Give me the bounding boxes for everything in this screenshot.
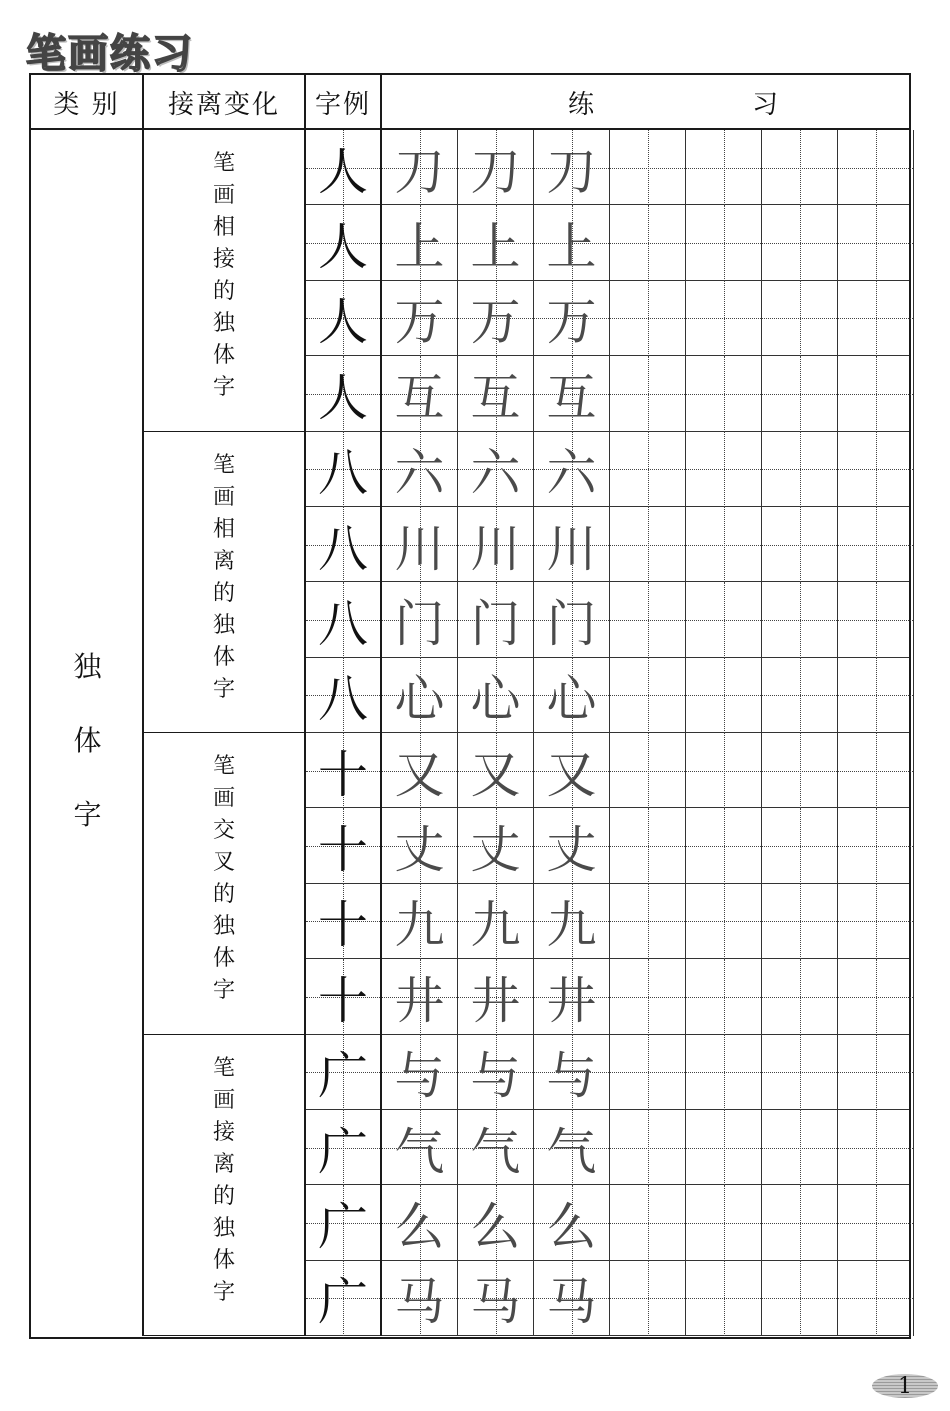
empty-practice-cell [686,1185,762,1260]
practice-char: 川 [394,519,445,578]
example-cell [306,130,382,205]
practice-char: 么 [394,1197,445,1256]
practice-cell [534,356,610,431]
practice-row [306,959,909,1034]
group-label-char: 体 [212,1247,235,1273]
category-label [31,630,144,852]
category-column [31,130,144,1336]
practice-row [306,130,909,205]
practice-char: 心 [470,670,521,729]
empty-practice-cell [838,1261,914,1336]
empty-practice-cell [762,582,838,657]
empty-practice-cell [762,432,838,507]
example-char: 人 [318,142,368,201]
practice-char: 川 [546,519,597,578]
practice-char: 门 [470,594,521,653]
practice-char: 上 [394,218,445,277]
empty-practice-cell [686,658,762,733]
group-label-text [213,751,235,1034]
empty-practice-cell [838,130,914,205]
practice-cell [534,582,610,657]
group-label-char: 画 [212,183,235,208]
empty-practice-cell [610,1185,686,1260]
example-cell [306,582,382,657]
group-label-char: 独 [212,914,235,939]
practice-char: 井 [470,971,521,1030]
practice-cell [458,582,534,657]
empty-practice-cell [762,1035,838,1110]
practice-cell [382,1185,458,1260]
example-cell [306,507,382,582]
practice-cell [458,808,534,883]
empty-practice-cell [686,1035,762,1110]
empty-practice-cell [762,507,838,582]
empty-practice-cell [686,733,762,808]
empty-practice-cell [610,582,686,657]
practice-char: 上 [470,218,521,277]
practice-cell [382,808,458,883]
practice-cell [458,1110,534,1185]
empty-practice-cell [838,507,914,582]
writing-grid [306,130,909,1336]
practice-char: 互 [546,368,597,427]
group-label-char: 画 [212,786,235,811]
example-cell [306,1110,382,1185]
example-char: 人 [318,218,368,277]
practice-char: 又 [546,745,597,804]
practice-char: 心 [394,670,445,729]
group-label [144,1035,306,1337]
group-label-char: 相 [212,516,235,542]
practice-char: 刀 [394,142,445,201]
empty-practice-cell [686,808,762,883]
practice-char: 马 [394,1273,445,1332]
empty-practice-cell [762,1261,838,1336]
practice-cell [534,1110,610,1185]
example-char: 八 [318,444,368,503]
practice-row [306,1185,909,1260]
category-char: 体 [73,724,102,757]
practice-cell [458,1035,534,1110]
practice-char: 与 [470,1047,521,1106]
practice-cell [458,130,534,205]
empty-practice-cell [610,432,686,507]
group-label-text [213,148,235,431]
group-label-text [213,450,235,733]
example-char: 人 [318,293,368,352]
empty-practice-cell [610,1035,686,1110]
example-char: 十 [318,821,368,880]
practice-cell [382,356,458,431]
empty-practice-cell [610,281,686,356]
practice-char: 么 [470,1197,521,1256]
group-label-char: 字 [212,978,235,1003]
empty-practice-cell [610,1261,686,1336]
header-variation: 接离变化 [144,75,306,130]
practice-char: 川 [470,519,521,578]
practice-cell [382,205,458,280]
category-char: 独 [73,650,102,683]
empty-practice-cell [838,808,914,883]
empty-practice-cell [610,959,686,1034]
practice-cell [458,658,534,733]
empty-practice-cell [610,130,686,205]
group-label-char: 笔 [212,754,235,779]
example-char: 十 [318,896,368,955]
practice-row [306,281,909,356]
practice-char: 六 [470,444,521,503]
empty-practice-cell [610,205,686,280]
practice-cell [382,1261,458,1336]
header-practice-left: 练 [568,90,597,120]
practice-cell [534,1035,610,1110]
group-label-char: 独 [212,311,235,336]
group-label [144,733,306,1035]
example-cell [306,356,382,431]
practice-cell [534,733,610,808]
practice-cell [382,130,458,205]
empty-practice-cell [762,658,838,733]
example-cell [306,658,382,733]
example-cell [306,959,382,1034]
practice-char: 刀 [470,142,521,201]
empty-practice-cell [610,1110,686,1185]
practice-cell [382,1035,458,1110]
group-label [144,432,306,734]
practice-cell [458,356,534,431]
empty-practice-cell [762,1110,838,1185]
empty-practice-cell [838,432,914,507]
group-label-char: 叉 [212,850,235,875]
practice-cell [458,432,534,507]
category-char: 字 [73,798,102,831]
practice-cell [382,507,458,582]
empty-practice-cell [610,884,686,959]
example-cell [306,1035,382,1110]
empty-practice-cell [686,507,762,582]
practice-char: 又 [394,745,445,804]
practice-cell [534,205,610,280]
practice-char: 心 [546,670,597,729]
practice-row [306,658,909,733]
group-label-text [213,1053,235,1336]
empty-practice-cell [686,1110,762,1185]
practice-char: 互 [394,368,445,427]
practice-cell [458,959,534,1034]
practice-cell [382,281,458,356]
group-label-char: 接 [212,1119,235,1145]
group-label-char: 独 [212,612,235,638]
practice-cell [458,507,534,582]
empty-practice-cell [762,130,838,205]
example-char: 十 [318,745,368,804]
example-char: 八 [318,594,368,653]
group-label-char: 字 [212,1279,235,1305]
group-label-char: 的 [212,1183,235,1209]
group-label-char: 体 [212,946,235,971]
practice-char: 上 [546,218,597,277]
practice-cell [458,733,534,808]
practice-row [306,808,909,883]
group-label-char: 字 [212,375,235,400]
practice-cell [458,281,534,356]
empty-practice-cell [838,959,914,1034]
practice-row [306,1035,909,1110]
practice-row [306,507,909,582]
practice-char: 万 [546,293,597,352]
practice-cell [534,658,610,733]
practice-row [306,733,909,808]
practice-char: 丈 [394,821,445,880]
practice-row [306,884,909,959]
empty-practice-cell [838,1185,914,1260]
practice-char: 六 [394,444,445,503]
header-category: 类 别 [31,75,144,130]
practice-cell [382,1110,458,1185]
practice-cell [534,1185,610,1260]
practice-char: 与 [546,1047,597,1106]
practice-char: 气 [394,1122,445,1181]
practice-char: 丈 [546,821,597,880]
empty-practice-cell [838,356,914,431]
example-cell [306,733,382,808]
practice-row [306,1261,909,1336]
practice-char: 刀 [546,142,597,201]
group-label-char: 离 [212,548,235,574]
empty-practice-cell [610,507,686,582]
group-label-char: 字 [212,676,235,702]
practice-char: 万 [394,293,445,352]
example-cell [306,884,382,959]
practice-cell [534,959,610,1034]
group-label-char: 笔 [212,1055,235,1081]
example-cell [306,1185,382,1260]
empty-practice-cell [762,356,838,431]
empty-practice-cell [838,884,914,959]
practice-char: 么 [546,1197,597,1256]
practice-char: 万 [470,293,521,352]
empty-practice-cell [686,1261,762,1336]
group-label-char: 的 [212,279,235,304]
practice-cell [382,959,458,1034]
practice-cell [382,733,458,808]
empty-practice-cell [762,733,838,808]
practice-char: 井 [546,971,597,1030]
example-char: 广 [318,1273,368,1332]
empty-practice-cell [686,356,762,431]
empty-practice-cell [838,658,914,733]
example-char: 八 [318,519,368,578]
practice-char: 气 [470,1122,521,1181]
empty-practice-cell [762,884,838,959]
practice-row [306,1110,909,1185]
empty-practice-cell [762,808,838,883]
empty-practice-cell [838,1110,914,1185]
empty-practice-cell [762,1185,838,1260]
empty-practice-cell [686,959,762,1034]
example-char: 广 [318,1197,368,1256]
group-label-char: 笔 [212,452,235,478]
example-char: 广 [318,1122,368,1181]
practice-row [306,205,909,280]
empty-practice-cell [686,884,762,959]
practice-char: 九 [470,896,521,955]
practice-char: 丈 [470,821,521,880]
group-label-char: 的 [212,580,235,606]
group-label-char: 相 [212,215,235,240]
practice-char: 九 [546,896,597,955]
example-char: 十 [318,971,368,1030]
example-char: 人 [318,368,368,427]
group-label-char: 交 [212,818,235,843]
practice-char: 马 [546,1273,597,1332]
empty-practice-cell [610,733,686,808]
group-label-char: 画 [212,484,235,510]
practice-cell [534,130,610,205]
practice-cell [534,884,610,959]
page-number: 1 [872,1374,938,1398]
practice-cell [382,884,458,959]
table-header [31,75,909,130]
practice-cell [534,281,610,356]
practice-char: 又 [470,745,521,804]
empty-practice-cell [838,733,914,808]
practice-cell [458,1261,534,1336]
group-label-char: 的 [212,882,235,907]
example-cell [306,432,382,507]
group-label [144,130,306,432]
practice-cell [534,432,610,507]
practice-char: 门 [394,594,445,653]
group-label-char: 体 [212,343,235,368]
header-example: 字例 [306,75,382,130]
empty-practice-cell [686,205,762,280]
empty-practice-cell [762,281,838,356]
page-title: 笔画练习 [26,31,194,77]
empty-practice-cell [762,205,838,280]
practice-cell [534,1261,610,1336]
empty-practice-cell [610,356,686,431]
practice-row [306,582,909,657]
practice-char: 门 [546,594,597,653]
empty-practice-cell [838,1035,914,1110]
practice-row [306,356,909,431]
group-label-char: 接 [212,247,235,272]
empty-practice-cell [838,582,914,657]
empty-practice-cell [838,205,914,280]
example-cell [306,205,382,280]
header-practice [382,75,909,130]
group-label-char: 体 [212,644,235,670]
practice-cell [458,884,534,959]
practice-cell [534,507,610,582]
header-practice-right: 习 [752,90,781,120]
practice-cell [382,582,458,657]
empty-practice-cell [686,432,762,507]
practice-char: 气 [546,1122,597,1181]
practice-char: 马 [470,1273,521,1332]
practice-cell [382,432,458,507]
example-cell [306,1261,382,1336]
practice-cell [534,808,610,883]
group-label-char: 笔 [212,151,235,176]
practice-row [306,432,909,507]
example-char: 广 [318,1047,368,1106]
empty-practice-cell [686,582,762,657]
empty-practice-cell [686,130,762,205]
group-label-char: 画 [212,1087,235,1113]
group-label-char: 独 [212,1215,235,1241]
example-char: 八 [318,670,368,729]
empty-practice-cell [610,658,686,733]
empty-practice-cell [762,959,838,1034]
practice-char: 互 [470,368,521,427]
empty-practice-cell [610,808,686,883]
practice-cell [382,658,458,733]
practice-char: 与 [394,1047,445,1106]
practice-sheet [29,73,911,1339]
empty-practice-cell [686,281,762,356]
practice-char: 九 [394,896,445,955]
example-cell [306,281,382,356]
group-label-char: 离 [212,1151,235,1177]
practice-char: 井 [394,971,445,1030]
practice-cell [458,205,534,280]
practice-cell [458,1185,534,1260]
example-cell [306,808,382,883]
empty-practice-cell [838,281,914,356]
practice-char: 六 [546,444,597,503]
